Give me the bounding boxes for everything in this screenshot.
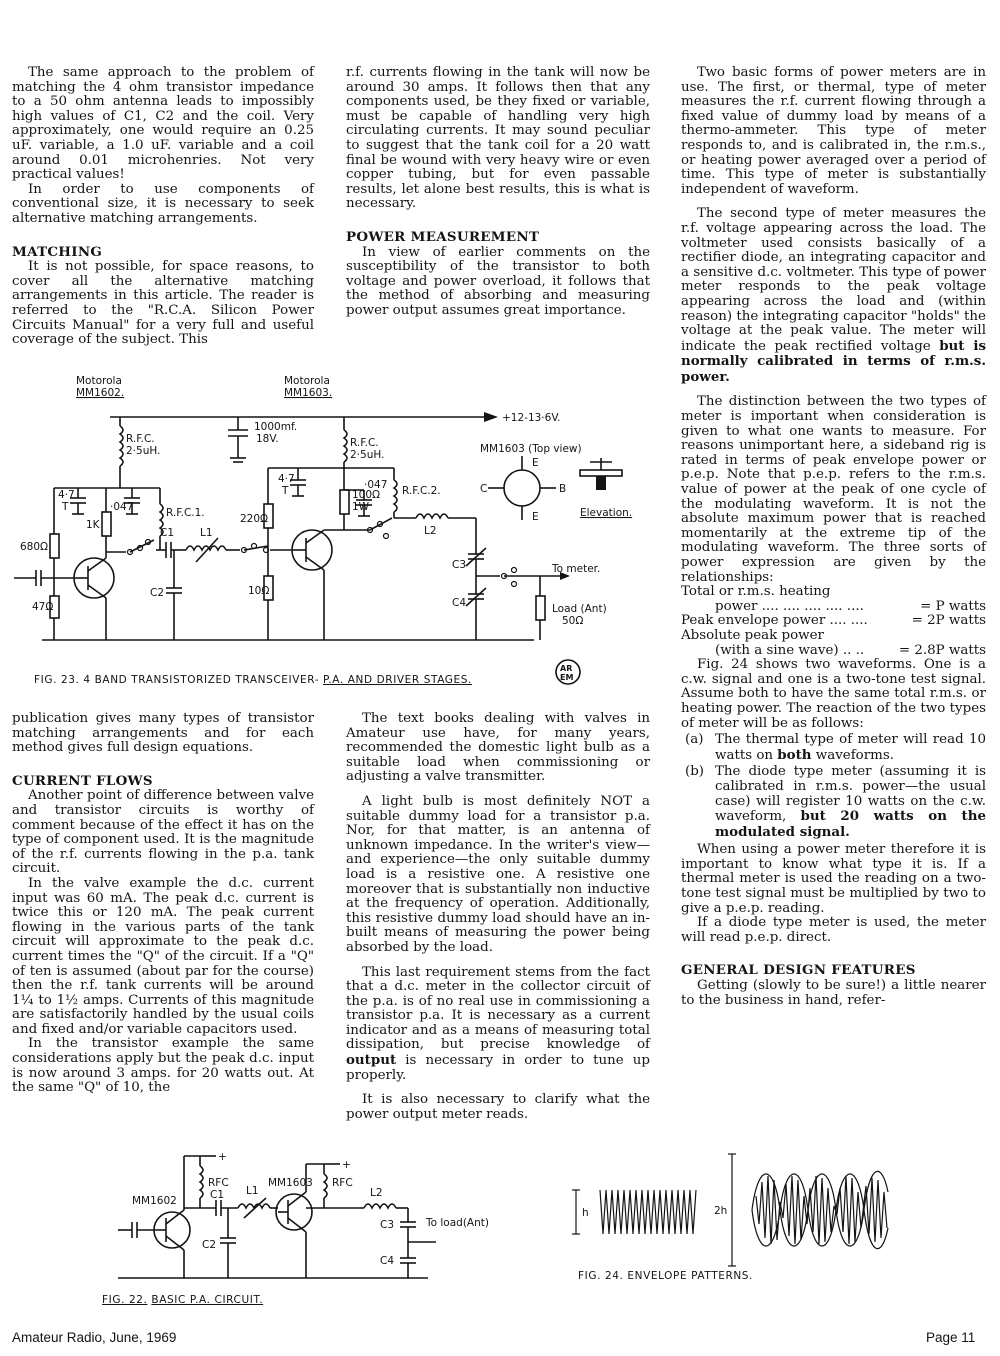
column-1-bottom bbox=[12, 712, 314, 1096]
label: MM1603. bbox=[284, 387, 333, 399]
paragraph: When using a power meter therefore it is important to know what type it is. If a thermal meter is used the reading on a two-tone test signal must be multiplied by two to give a p.e.p. reading. bbox=[681, 842, 986, 916]
paragraph: Two basic forms of power meters are in use. The first, or thermal, type of meter measures the r.f. current flowing through a fixed value of dummy load by means of a thermo-ammeter. This type of meter responds to, and is calibrated in, the r.m.s., or heating power averaged over a period of time. This type of meter is substantially independent of waveform. bbox=[681, 65, 986, 197]
paragraph: Getting (slowly to be sure!) a little nearer to the business in hand, refer- bbox=[681, 978, 986, 1008]
label: + bbox=[342, 1159, 351, 1171]
label: E bbox=[532, 511, 539, 523]
logo-text: EM bbox=[560, 673, 574, 682]
paragraph: It is not possible, for space reasons, to cover all the alternative matching arrangements in this article. The reader is referred to the "R.C.A. Silicon Power Circuits Manual" for a very full and useful coverage of the subject. This bbox=[12, 259, 314, 348]
fig24-caption: FIG. 24. ENVELOPE PATTERNS. bbox=[578, 1270, 753, 1282]
column-2-top bbox=[346, 66, 650, 319]
footer-page-number: Page 11 bbox=[926, 1330, 976, 1345]
section-heading-matching: MATCHING bbox=[12, 243, 103, 260]
fig22-caption bbox=[102, 1294, 263, 1306]
formula-label: power .... .... .... .... .... bbox=[715, 598, 864, 614]
paragraph: The same approach to the problem of matching the 4 ohm transistor impedance to a 50 ohm antenna leads to impossibly high values of C1, C2 and the coil. Very approximately, one would require an 0.25 uF. variable, a 1.0 uF. variable and a coil around 0.01 microhenries. Not very practical values! bbox=[12, 65, 314, 183]
paragraph: publication gives many types of transistor matching arrangements and for each method gives full design equations. bbox=[12, 711, 314, 756]
fig23-caption bbox=[34, 674, 472, 686]
paragraph: In the valve example the d.c. current input was 60 mA. The peak d.c. current is twice this or 120 mA. The peak current flowing in the various parts of the tank circuit will approximate to the peak d.c. current times the "Q" of the circuit. If a "Q" of ten is assumed (about par for the course) then the r.f. tank currents will be around 1¼ to 1½ amps. Currents of this magnitude are satisfactorily handled by the usual coils and fixed and/or variable capacitors used. bbox=[12, 875, 314, 1037]
paragraph-text: This last requirement stems from the fact that a d.c. meter in the collector circuit of the p.a. is of no real use in commissioning a transistor p.a. It is necessary as a current indicator and as a means of measuring total dissipation, but precise knowledge of bbox=[346, 964, 650, 1053]
paragraph: In order to use components of conventional size, it is necessary to seek alternative matching arrangements. bbox=[12, 181, 314, 226]
paragraph: In the transistor example the same considerations apply but the peak d.c. input is now around 3 amps. for 20 watts out. At the same "Q" of 10, the bbox=[12, 1036, 314, 1096]
column-3 bbox=[681, 66, 986, 1008]
bold-text: but 20 watts on the modulated signal. bbox=[715, 808, 986, 840]
label: 10Ω bbox=[248, 585, 270, 597]
label: R.F.C. bbox=[350, 437, 379, 449]
list-text-part: The thermal type of meter will read 10 watts on bbox=[715, 732, 986, 763]
label: 2h bbox=[714, 1205, 728, 1217]
label: RFC bbox=[208, 1177, 229, 1189]
paragraph: The distinction between the two types of meter is important when consideration is given to what one wants to measure. For reasons unimportant here, a sideband rig is rated in terms of peak envelope power or p.e.p. Note that p.e.p. refers to the r.m.s. value of power at the peak of one cycle of the modulating waveform. It is not the absolute maximum power that is reached momentarily at the extreme tip of the modulating waveform. The three sorts of power expression are given by the relationships: bbox=[681, 394, 986, 585]
label: RFC bbox=[332, 1177, 353, 1189]
label: MM1602. bbox=[76, 387, 125, 399]
label: ·047 bbox=[364, 479, 388, 491]
paragraph: Fig. 24 shows two waveforms. One is a c.w. signal and one is a two-tone test signal. Assume both to have the same total r.m.s. or heating power. The reaction of the two types of meter will be as follows: bbox=[681, 657, 986, 731]
fig22-schematic bbox=[118, 1142, 538, 1292]
label: ·047 bbox=[110, 501, 134, 513]
caption-text: 4 BAND TRANSISTORIZED TRANSCEIVER- bbox=[83, 674, 320, 686]
paragraph-text: is necessary in order to tune up properly. bbox=[346, 1053, 650, 1083]
caption-text-underlined: P.A. AND DRIVER STAGES. bbox=[323, 674, 472, 686]
paragraph: Another point of difference between valve and transistor circuits is worthy of comment because of the effect it has on the type of component used. It is the magnitude of the r.f. currents flowing in the p.a. tank circuit. bbox=[12, 788, 314, 877]
label: 2·5uH. bbox=[350, 449, 385, 461]
label: + bbox=[218, 1151, 227, 1163]
paragraph: The text books dealing with valves in Amateur use have, for many years, recommended the domestic light bulb as a suitable load when commissioning or adjusting a valve transmitter. bbox=[346, 711, 650, 785]
label: C3 bbox=[380, 1219, 395, 1231]
column-1-top bbox=[12, 66, 314, 348]
paragraph bbox=[681, 207, 986, 385]
list-text bbox=[715, 733, 986, 763]
label: To meter. bbox=[552, 563, 601, 575]
list-item-b bbox=[681, 765, 986, 840]
column-2-bottom bbox=[346, 712, 650, 1122]
formula-value: = P watts bbox=[920, 598, 986, 614]
label: 1000mf. bbox=[254, 421, 298, 433]
footer-publication: Amateur Radio, June, 1969 bbox=[12, 1330, 177, 1345]
label: MM1603 (Top view) bbox=[480, 443, 582, 455]
label: L2 bbox=[370, 1187, 383, 1199]
label: L2 bbox=[424, 525, 437, 537]
label: 1K bbox=[86, 519, 100, 531]
formula-label: Total or r.m.s. heating bbox=[681, 584, 831, 600]
label: +12-13·6V. bbox=[502, 412, 561, 424]
label: C bbox=[480, 483, 488, 495]
section-heading-general-design: GENERAL DESIGN FEATURES bbox=[681, 962, 916, 979]
label: 18V. bbox=[256, 433, 279, 445]
list-label: (a) bbox=[685, 732, 704, 748]
fig24-cw-waveform bbox=[572, 1190, 696, 1234]
label: 2·5uH. bbox=[126, 445, 161, 457]
formula-pep bbox=[681, 614, 986, 629]
paragraph-text: The second type of meter measures the r.f. voltage appearing across the load. The voltmeter used consists basically of a rectifier diode, an integrating capacitor and a sensitive d.c. voltmeter. This type of power meter responds to the peak voltage appearing across the load and (within reason) the integrating capacitor "holds" the voltage at the peak value. The meter will indicate the peak rectified voltage bbox=[681, 206, 986, 354]
label: Motorola bbox=[76, 375, 122, 387]
label: 220Ω bbox=[240, 513, 269, 525]
paragraph: In view of earlier comments on the susceptibility of the transistor to both voltage and power overload, it follows that the method of absorbing and measuring power output assumes great importance. bbox=[346, 244, 650, 318]
label: T bbox=[62, 501, 69, 513]
list-text-part: The diode type meter (assuming it is calibrated in r.m.s. power—the usual case) will register 10 watts on the c.w. waveform, bbox=[715, 764, 986, 825]
paragraph bbox=[346, 966, 650, 1084]
label: Load (Ant) bbox=[552, 603, 607, 615]
formula-value: = 2.8P watts bbox=[898, 642, 986, 658]
label: E bbox=[532, 457, 539, 469]
label: 1W bbox=[352, 501, 370, 513]
formula-label: Absolute peak power bbox=[681, 627, 824, 643]
label: 47Ω bbox=[32, 601, 54, 613]
bold-text: but is normally calibrated in terms of r.m.s. power. bbox=[681, 337, 986, 385]
paragraph: r.f. currents flowing in the tank will now be around 30 amps. It follows then that any components used, be they fixed or variable, must be capable of handling very high circulating currents. It may sound peculiar to suggest that the tank coil for a 20 watt final be wound with very heavy wire or even copper tubing, but for even passable results, let alone best results, this is what is necessary. bbox=[346, 65, 650, 212]
paragraph: A light bulb is most definitely NOT a suitable dummy load for a transistor p.a. Nor, for that matter, is an antenna of unknown impedance. In the writer's view—and experience—the only suitable dummy load is a resistive one. A resistive one moreover that is substantially non inductive at the frequency of operation. Additionally, this resistive dummy load should have an in-built means of measuring the power being absorbed by the load. bbox=[346, 793, 650, 955]
label: L1 bbox=[200, 527, 213, 539]
formula-value: = 2P watts bbox=[911, 613, 986, 629]
label: C2 bbox=[202, 1239, 217, 1251]
label: Motorola bbox=[284, 375, 330, 387]
formula-label: (with a sine wave) .. .. bbox=[715, 642, 865, 658]
label: To load(Ant) bbox=[426, 1217, 489, 1229]
list-text-part: waveforms. bbox=[815, 747, 894, 763]
label: C4 bbox=[452, 597, 467, 609]
caption-prefix: FIG. 22. bbox=[102, 1294, 148, 1306]
section-heading-current-flows: CURRENT FLOWS bbox=[12, 772, 153, 789]
label: 4·7 bbox=[278, 473, 295, 485]
caption-text-underlined: BASIC P.A. CIRCUIT. bbox=[151, 1294, 264, 1306]
fig24-two-tone-waveform bbox=[728, 1154, 888, 1266]
formula-rms bbox=[681, 585, 986, 614]
formula-absolute bbox=[681, 629, 986, 658]
bold-text: output bbox=[346, 1052, 397, 1069]
label: C3 bbox=[452, 559, 467, 571]
label: L1 bbox=[246, 1185, 259, 1197]
label: MM1602 bbox=[132, 1195, 177, 1207]
label: C2 bbox=[150, 587, 165, 599]
label: T bbox=[282, 485, 289, 497]
paragraph: If a diode type meter is used, the meter will read p.e.p. direct. bbox=[681, 915, 986, 945]
label: R.F.C.1. bbox=[166, 507, 205, 519]
label: C4 bbox=[380, 1255, 395, 1267]
formula-label: Peak envelope power .... .... bbox=[681, 613, 868, 629]
fig23-schematic bbox=[14, 370, 678, 692]
label: h bbox=[582, 1207, 589, 1219]
fig22-labels bbox=[132, 1151, 489, 1267]
label: C1 bbox=[160, 527, 175, 539]
list-label: (b) bbox=[685, 764, 705, 780]
label: R.F.C. bbox=[126, 433, 155, 445]
label: B bbox=[559, 483, 567, 495]
label: MM1603 bbox=[268, 1177, 313, 1189]
label: Elevation. bbox=[580, 507, 633, 519]
label: 680Ω bbox=[20, 541, 49, 553]
list-text bbox=[715, 765, 986, 840]
bold-text: both bbox=[777, 746, 812, 763]
label: 100Ω bbox=[352, 489, 381, 501]
paragraph: It is also necessary to clarify what the power output meter reads. bbox=[346, 1092, 650, 1122]
logo-text: AR bbox=[560, 664, 573, 673]
fig24-envelope-patterns bbox=[566, 1152, 896, 1272]
section-heading-power-measurement: POWER MEASUREMENT bbox=[346, 228, 540, 245]
caption-prefix: FIG. 23. bbox=[34, 674, 80, 686]
label: C1 bbox=[210, 1189, 225, 1201]
label: R.F.C.2. bbox=[402, 485, 441, 497]
list-item-a bbox=[681, 733, 986, 763]
label: 50Ω bbox=[562, 615, 584, 627]
label: 4·7 bbox=[58, 489, 75, 501]
